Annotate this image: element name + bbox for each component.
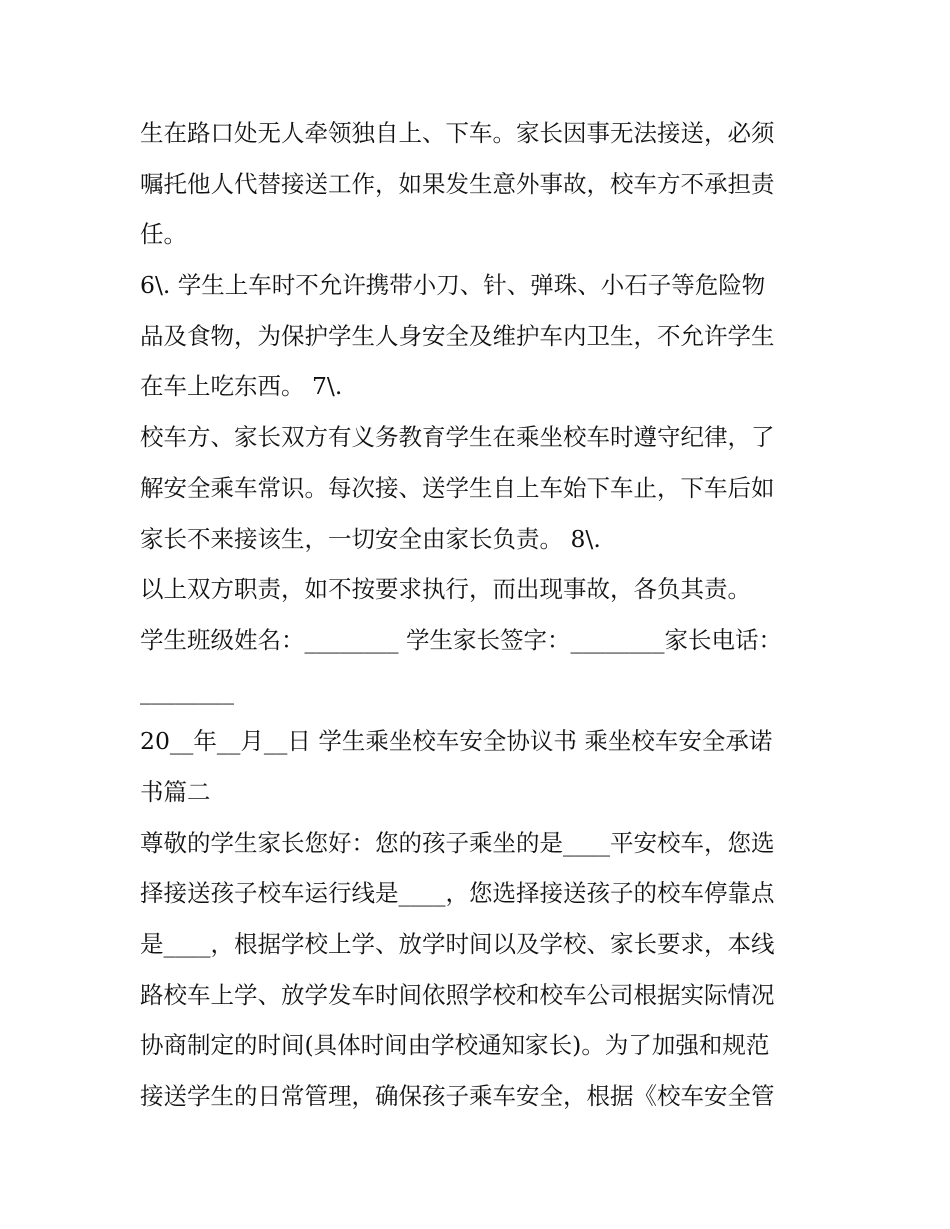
text-line: 路校车上学、放学发车时间依照学校和校车公司根据实际情况 bbox=[140, 980, 775, 1009]
text-line: 生在路口处无人牵领独自上、下车。家长因事无法接送，必须 bbox=[140, 119, 775, 147]
text-line: 尊敬的学生家长您好：您的孩子乘坐的是____平安校车，您选 bbox=[140, 828, 775, 857]
signature-line-continued: ________ bbox=[140, 676, 234, 705]
text-line: 解安全乘车常识。每次接、送学生自上车始下车止，下车后如 bbox=[140, 473, 775, 502]
text-line: 是____，根据学校上学、放学时间以及学校、家长要求，本线 bbox=[140, 930, 775, 958]
text-line: 家长不来接该生，一切安全由家长负责。 8\. bbox=[140, 524, 601, 553]
text-line: 校车方、家长双方有义务教育学生在乘坐校车时遵守纪律，了 bbox=[140, 423, 775, 452]
document-body bbox=[140, 108, 820, 1122]
text-line: 协商制定的时间(具体时间由学校通知家长)。为了加强和规范 bbox=[140, 1031, 770, 1060]
text-line: 6\. 学生上车时不允许携带小刀、针、弹珠、小石子等危险物 bbox=[140, 271, 766, 300]
date-title-line: 20__年__月__日 学生乘坐校车安全协议书 乘坐校车安全承诺 bbox=[140, 727, 773, 756]
text-line: 以上双方职责，如不按要求执行，而出现事故，各负其责。 bbox=[140, 575, 751, 604]
text-line: 嘱托他人代替接送工作，如果发生意外事故，校车方不承担责 bbox=[140, 169, 775, 198]
text-line: 在车上吃东西。 7\. bbox=[140, 372, 343, 401]
text-line: 择接送孩子校车运行线是____，您选择接送孩子的校车停靠点 bbox=[140, 879, 775, 908]
text-line: 任。 bbox=[140, 220, 187, 249]
text-line: 接送学生的日常管理，确保孩子乘车安全，根据《校车安全管 bbox=[140, 1082, 775, 1111]
signature-line: 学生班级姓名：________ 学生家长签字：________家长电话： bbox=[140, 625, 782, 654]
text-line: 品及食物，为保护学生人身安全及维护车内卫生，不允许学生 bbox=[140, 321, 775, 350]
section-title-line: 书篇二 bbox=[140, 777, 211, 806]
